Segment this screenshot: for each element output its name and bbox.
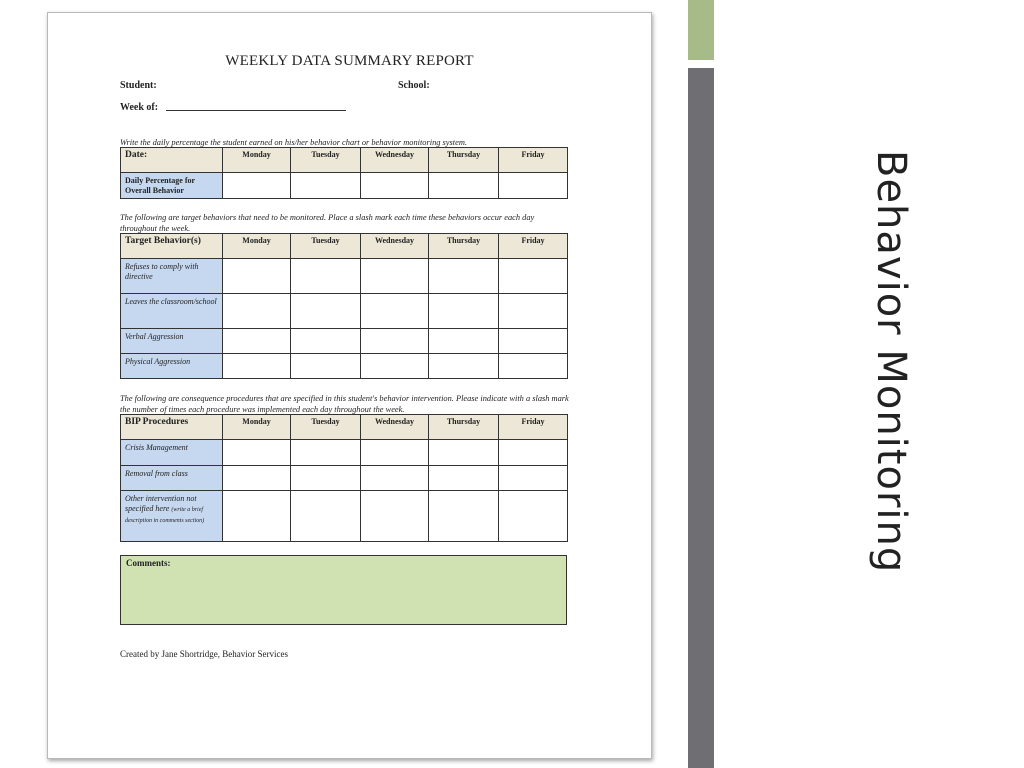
row-label: Refuses to comply with directive (121, 259, 223, 294)
section3-instruction: The following are consequence procedures that are specified in this student's behavior intervention. Please indicate with a slash mark the number of times each procedure was implemented each day throughout the week. (120, 394, 569, 414)
slide-title: Behavior Monitoring (868, 150, 914, 574)
entry-cell[interactable] (499, 173, 568, 199)
entry-cell[interactable] (499, 294, 568, 329)
entry-cell[interactable] (429, 294, 499, 329)
section1-instruction: Write the daily percentage the student earned on his/her behavior chart or behavior monitoring system. (120, 138, 467, 147)
entry-cell[interactable] (429, 466, 499, 491)
entry-cell[interactable] (291, 329, 361, 354)
accent-bar-gray (688, 68, 714, 768)
entry-cell[interactable] (361, 354, 429, 379)
entry-cell[interactable] (361, 329, 429, 354)
form-title: WEEKLY DATA SUMMARY REPORT (225, 53, 474, 69)
entry-cell[interactable] (223, 294, 291, 329)
entry-cell[interactable] (429, 259, 499, 294)
entry-cell[interactable] (291, 440, 361, 466)
day-header: Tuesday (291, 415, 361, 440)
entry-cell[interactable] (499, 329, 568, 354)
row-note: (write a brief description in comments section) (125, 507, 205, 524)
day-header: Monday (223, 148, 291, 173)
row-label: Physical Aggression (121, 354, 223, 379)
entry-cell[interactable] (223, 259, 291, 294)
entry-cell[interactable] (361, 440, 429, 466)
entry-cell[interactable] (223, 466, 291, 491)
day-header: Wednesday (361, 415, 429, 440)
day-header: Thursday (429, 415, 499, 440)
day-header: Thursday (429, 148, 499, 173)
entry-cell[interactable] (223, 440, 291, 466)
entry-cell[interactable] (291, 173, 361, 199)
entry-cell[interactable] (429, 491, 499, 542)
section3-header: BIP Procedures (121, 415, 223, 440)
document-page (47, 12, 652, 759)
section1-header: Date: (121, 148, 223, 173)
entry-cell[interactable] (361, 294, 429, 329)
entry-cell[interactable] (361, 466, 429, 491)
entry-cell[interactable] (361, 491, 429, 542)
entry-cell[interactable] (499, 466, 568, 491)
daily-percentage-table (120, 147, 568, 199)
row-label: Verbal Aggression (121, 329, 223, 354)
day-header: Wednesday (361, 148, 429, 173)
entry-cell[interactable] (429, 354, 499, 379)
day-header: Friday (499, 234, 568, 259)
week-label: Week of: (120, 102, 159, 113)
comments-label: Comments: (126, 558, 171, 568)
section2-header: Target Behavior(s) (121, 234, 223, 259)
day-header: Friday (499, 415, 568, 440)
entry-cell[interactable] (499, 440, 568, 466)
entry-cell[interactable] (291, 294, 361, 329)
entry-cell[interactable] (499, 491, 568, 542)
day-header: Monday (223, 234, 291, 259)
target-behavior-table (120, 233, 568, 379)
row-label-other (121, 491, 223, 542)
entry-cell[interactable] (361, 173, 429, 199)
day-header: Friday (499, 148, 568, 173)
entry-cell[interactable] (499, 354, 568, 379)
entry-cell[interactable] (429, 329, 499, 354)
row-label: Removal from class (121, 466, 223, 491)
day-header: Wednesday (361, 234, 429, 259)
entry-cell[interactable] (223, 354, 291, 379)
student-label: Student: (120, 80, 157, 91)
row-label: Crisis Management (121, 440, 223, 466)
accent-bar-green (688, 0, 714, 60)
row-label: Leaves the classroom/school (121, 294, 223, 329)
entry-cell[interactable] (291, 491, 361, 542)
entry-cell[interactable] (223, 491, 291, 542)
comments-box[interactable] (120, 555, 567, 625)
entry-cell[interactable] (429, 440, 499, 466)
row-label: Daily Percentage for Overall Behavior (121, 173, 223, 199)
week-field-line (166, 110, 346, 111)
school-label: School: (398, 80, 430, 91)
entry-cell[interactable] (291, 466, 361, 491)
day-header: Thursday (429, 234, 499, 259)
day-header: Tuesday (291, 148, 361, 173)
credit-line: Created by Jane Shortridge, Behavior Services (120, 649, 288, 659)
entry-cell[interactable] (361, 259, 429, 294)
section2-instruction: The following are target behaviors that need to be monitored. Place a slash mark each time these behaviors occur each day throughout the week. (120, 213, 535, 233)
day-header: Tuesday (291, 234, 361, 259)
row-label: Other intervention not specified here (125, 494, 197, 513)
bip-procedures-table (120, 414, 568, 542)
entry-cell[interactable] (429, 173, 499, 199)
entry-cell[interactable] (499, 259, 568, 294)
day-header: Monday (223, 415, 291, 440)
entry-cell[interactable] (223, 329, 291, 354)
entry-cell[interactable] (223, 173, 291, 199)
entry-cell[interactable] (291, 259, 361, 294)
entry-cell[interactable] (291, 354, 361, 379)
